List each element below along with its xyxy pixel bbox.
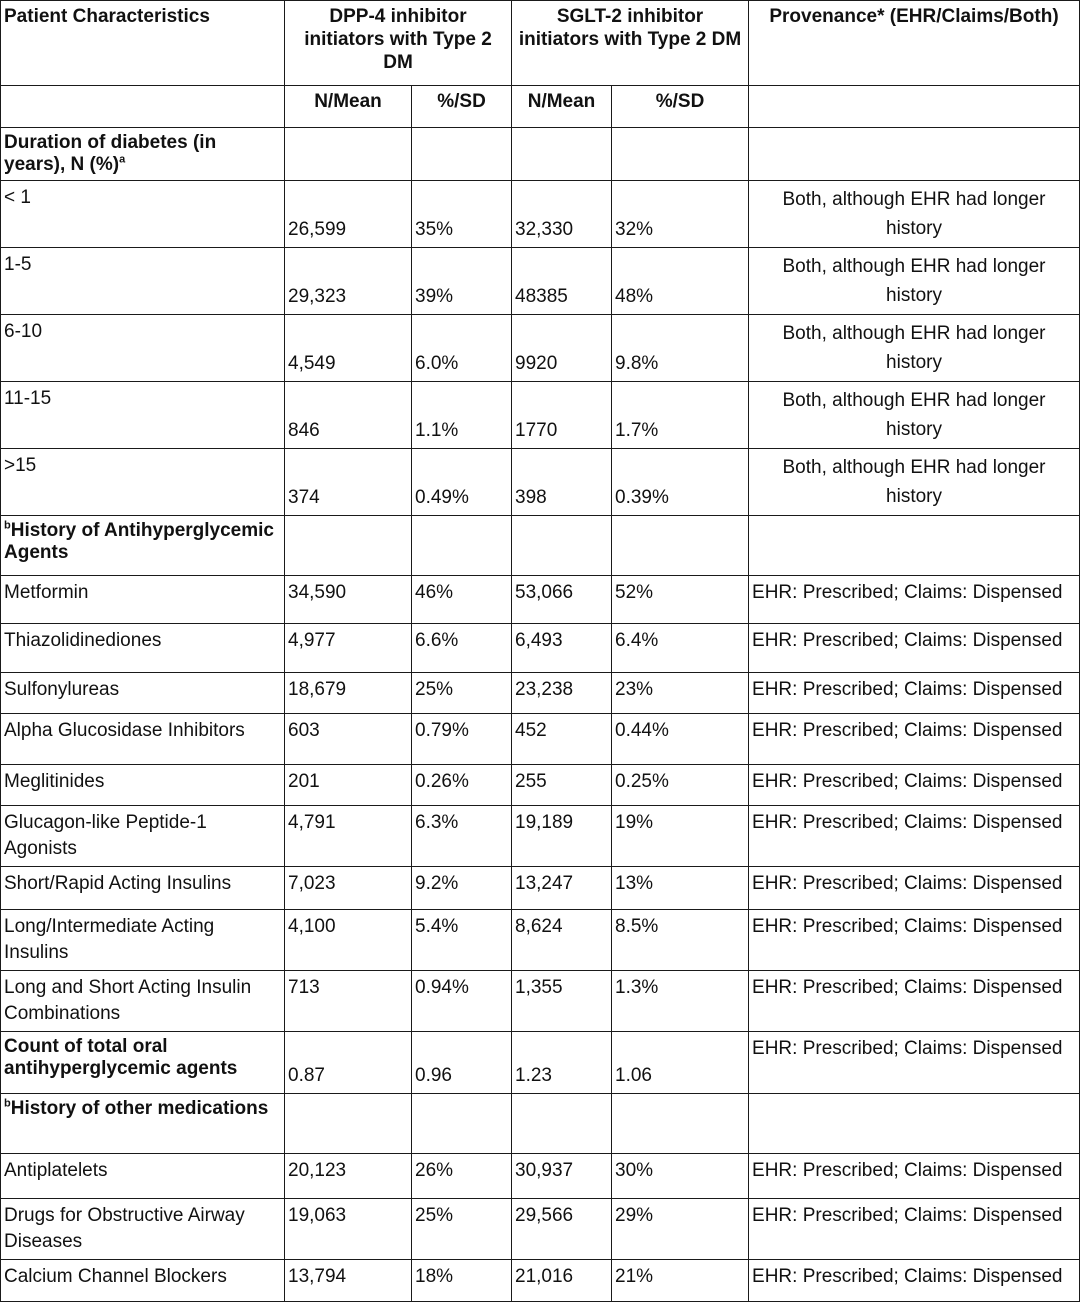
provenance: Both, although EHR had longer history (749, 248, 1080, 315)
provenance: EHR: Prescribed; Claims: Dispensed (749, 714, 1080, 765)
table-row (1, 1199, 1080, 1260)
subheader-empty-cell (749, 86, 1080, 128)
header-dpp4-initiators: DPP-4 inhibitor initiators with Type 2 DM (285, 1, 512, 86)
row-label: < 1 (1, 181, 285, 248)
provenance: EHR: Prescribed; Claims: Dispensed (749, 971, 1080, 1032)
dpp4-pct-sd: 18% (412, 1260, 512, 1302)
provenance: EHR: Prescribed; Claims: Dispensed (749, 1260, 1080, 1302)
row-label: Long and Short Acting Insulin Combinations (1, 971, 285, 1032)
provenance: EHR: Prescribed; Claims: Dispensed (749, 673, 1080, 714)
agent-rows (1, 576, 1080, 1032)
empty-cell (412, 1094, 512, 1154)
table-row (1, 315, 1080, 382)
section-title-duration (1, 128, 285, 181)
sglt2-pct-sd: 9.8% (612, 315, 749, 382)
dpp4-pct-sd: 46% (412, 576, 512, 624)
dpp4-n-mean: 29,323 (285, 248, 412, 315)
sglt2-pct-sd: 21% (612, 1260, 749, 1302)
dpp4-pct-sd: 0.49% (412, 449, 512, 516)
table-row (1, 1260, 1080, 1302)
header-provenance: Provenance* (EHR/Claims/Both) (749, 1, 1080, 86)
provenance: EHR: Prescribed; Claims: Dispensed (749, 576, 1080, 624)
table-row (1, 714, 1080, 765)
sglt2-n-mean: 8,624 (512, 910, 612, 971)
sglt2-pct-sd: 29% (612, 1199, 749, 1260)
empty-cell (412, 516, 512, 576)
sglt2-pct-sd: 30% (612, 1154, 749, 1199)
provenance: EHR: Prescribed; Claims: Dispensed (749, 1154, 1080, 1199)
section-row-other (1, 1094, 1080, 1154)
dpp4-pct-sd: 6.6% (412, 624, 512, 673)
provenance: EHR: Prescribed; Claims: Dispensed (749, 624, 1080, 673)
count-provenance: EHR: Prescribed; Claims: Dispensed (749, 1032, 1080, 1094)
sglt2-n-mean: 398 (512, 449, 612, 516)
dpp4-n-mean: 603 (285, 714, 412, 765)
row-label: Antiplatelets (1, 1154, 285, 1199)
subheader-n-mean-dpp4: N/Mean (285, 86, 412, 128)
subheader-n-mean-sglt2: N/Mean (512, 86, 612, 128)
empty-cell (749, 1094, 1080, 1154)
sglt2-n-mean: 53,066 (512, 576, 612, 624)
section-title-other (1, 1094, 285, 1154)
row-label: >15 (1, 449, 285, 516)
sglt2-pct-sd: 23% (612, 673, 749, 714)
section-title-other-text: History of other medications (10, 1098, 269, 1119)
count-row (1, 1032, 1080, 1094)
dpp4-pct-sd: 6.3% (412, 806, 512, 867)
table-row (1, 576, 1080, 624)
sglt2-pct-sd: 1.7% (612, 382, 749, 449)
row-label: 6-10 (1, 315, 285, 382)
sglt2-pct-sd: 52% (612, 576, 749, 624)
count-row-label: Count of total oral antihyperglycemic agents (1, 1032, 285, 1094)
dpp4-n-mean: 4,977 (285, 624, 412, 673)
dpp4-pct-sd: 25% (412, 1199, 512, 1260)
sglt2-n-mean: 21,016 (512, 1260, 612, 1302)
dpp4-n-mean: 7,023 (285, 867, 412, 910)
row-label: Calcium Channel Blockers (1, 1260, 285, 1302)
dpp4-n-mean: 713 (285, 971, 412, 1032)
sglt2-n-mean: 19,189 (512, 806, 612, 867)
dpp4-n-mean: 4,100 (285, 910, 412, 971)
sglt2-n-mean: 30,937 (512, 1154, 612, 1199)
sglt2-n-mean: 452 (512, 714, 612, 765)
sglt2-pct-sd: 6.4% (612, 624, 749, 673)
table-row (1, 248, 1080, 315)
sglt2-pct-sd: 19% (612, 806, 749, 867)
sglt2-pct-sd: 8.5% (612, 910, 749, 971)
row-label: Glucagon-like Peptide-1 Agonists (1, 806, 285, 867)
sglt2-n-mean: 48385 (512, 248, 612, 315)
sglt2-pct-sd: 13% (612, 867, 749, 910)
header-row (1, 1, 1080, 86)
row-label: Meglitinides (1, 765, 285, 806)
empty-cell (285, 128, 412, 181)
sglt2-n-mean: 29,566 (512, 1199, 612, 1260)
provenance: Both, although EHR had longer history (749, 382, 1080, 449)
sglt2-n-mean: 23,238 (512, 673, 612, 714)
row-label: Alpha Glucosidase Inhibitors (1, 714, 285, 765)
dpp4-pct-sd: 5.4% (412, 910, 512, 971)
empty-cell (749, 516, 1080, 576)
row-label: Thiazolidinediones (1, 624, 285, 673)
dpp4-pct-sd: 26% (412, 1154, 512, 1199)
table-row (1, 624, 1080, 673)
empty-cell (285, 516, 412, 576)
header-sglt2-initiators: SGLT-2 inhibitor initiators with Type 2 DM (512, 1, 749, 86)
row-label: Drugs for Obstructive Airway Diseases (1, 1199, 285, 1260)
dpp4-n-mean: 19,063 (285, 1199, 412, 1260)
footnote-marker-b: b (4, 519, 11, 532)
sglt2-n-mean: 255 (512, 765, 612, 806)
subheader-pct-sd-dpp4: %/SD (412, 86, 512, 128)
empty-cell (512, 1094, 612, 1154)
dpp4-n-mean: 34,590 (285, 576, 412, 624)
row-label: Sulfonylureas (1, 673, 285, 714)
empty-cell (285, 1094, 412, 1154)
section-title-duration-text: Duration of diabetes (in years), N (%) (4, 132, 217, 175)
empty-cell (749, 128, 1080, 181)
sglt2-n-mean: 1,355 (512, 971, 612, 1032)
sglt2-pct-sd: 0.39% (612, 449, 749, 516)
sglt2-n-mean: 32,330 (512, 181, 612, 248)
footnote-marker-b: b (4, 1097, 11, 1110)
row-label: 1-5 (1, 248, 285, 315)
table-row (1, 449, 1080, 516)
count-dpp4-mean: 0.87 (285, 1032, 412, 1094)
dpp4-pct-sd: 0.26% (412, 765, 512, 806)
dpp4-n-mean: 20,123 (285, 1154, 412, 1199)
subheader-row (1, 86, 1080, 128)
empty-cell (612, 128, 749, 181)
table-row (1, 181, 1080, 248)
dpp4-n-mean: 26,599 (285, 181, 412, 248)
row-label: 11-15 (1, 382, 285, 449)
dpp4-n-mean: 4,549 (285, 315, 412, 382)
provenance: EHR: Prescribed; Claims: Dispensed (749, 765, 1080, 806)
count-sglt2-mean: 1.23 (512, 1032, 612, 1094)
subheader-pct-sd-sglt2: %/SD (612, 86, 749, 128)
sglt2-pct-sd: 1.3% (612, 971, 749, 1032)
dpp4-pct-sd: 25% (412, 673, 512, 714)
provenance: Both, although EHR had longer history (749, 315, 1080, 382)
provenance: EHR: Prescribed; Claims: Dispensed (749, 806, 1080, 867)
provenance: Both, although EHR had longer history (749, 449, 1080, 516)
provenance: EHR: Prescribed; Claims: Dispensed (749, 1199, 1080, 1260)
header-patient-characteristics: Patient Characteristics (1, 1, 285, 86)
dpp4-pct-sd: 1.1% (412, 382, 512, 449)
section-title-agents (1, 516, 285, 576)
dpp4-n-mean: 374 (285, 449, 412, 516)
footnote-marker-a: a (119, 153, 126, 166)
table-row (1, 806, 1080, 867)
dpp4-pct-sd: 6.0% (412, 315, 512, 382)
dpp4-n-mean: 846 (285, 382, 412, 449)
table-row (1, 1154, 1080, 1199)
table-row (1, 971, 1080, 1032)
empty-cell (512, 516, 612, 576)
table-row (1, 910, 1080, 971)
empty-cell (612, 516, 749, 576)
row-label: Metformin (1, 576, 285, 624)
table-row (1, 673, 1080, 714)
dpp4-pct-sd: 39% (412, 248, 512, 315)
sglt2-n-mean: 6,493 (512, 624, 612, 673)
table-row (1, 382, 1080, 449)
other-medication-rows (1, 1154, 1080, 1302)
subheader-empty-cell (1, 86, 285, 128)
sglt2-pct-sd: 32% (612, 181, 749, 248)
sglt2-pct-sd: 0.44% (612, 714, 749, 765)
empty-cell (412, 128, 512, 181)
dpp4-pct-sd: 0.94% (412, 971, 512, 1032)
count-sglt2-sd: 1.06 (612, 1032, 749, 1094)
section-row-agents (1, 516, 1080, 576)
count-dpp4-sd: 0.96 (412, 1032, 512, 1094)
dpp4-n-mean: 18,679 (285, 673, 412, 714)
provenance: Both, although EHR had longer history (749, 181, 1080, 248)
dpp4-n-mean: 4,791 (285, 806, 412, 867)
empty-cell (512, 128, 612, 181)
sglt2-pct-sd: 48% (612, 248, 749, 315)
duration-rows (1, 181, 1080, 516)
section-row-duration (1, 128, 1080, 181)
empty-cell (612, 1094, 749, 1154)
provenance: EHR: Prescribed; Claims: Dispensed (749, 910, 1080, 971)
section-title-agents-text: History of Antihyperglycemic Agents (4, 520, 274, 563)
table-row (1, 765, 1080, 806)
row-label: Short/Rapid Acting Insulins (1, 867, 285, 910)
dpp4-pct-sd: 9.2% (412, 867, 512, 910)
row-label: Long/Intermediate Acting Insulins (1, 910, 285, 971)
dpp4-pct-sd: 0.79% (412, 714, 512, 765)
provenance: EHR: Prescribed; Claims: Dispensed (749, 867, 1080, 910)
sglt2-n-mean: 13,247 (512, 867, 612, 910)
dpp4-n-mean: 13,794 (285, 1260, 412, 1302)
dpp4-pct-sd: 35% (412, 181, 512, 248)
sglt2-pct-sd: 0.25% (612, 765, 749, 806)
dpp4-n-mean: 201 (285, 765, 412, 806)
sglt2-n-mean: 9920 (512, 315, 612, 382)
sglt2-n-mean: 1770 (512, 382, 612, 449)
table-row (1, 867, 1080, 910)
